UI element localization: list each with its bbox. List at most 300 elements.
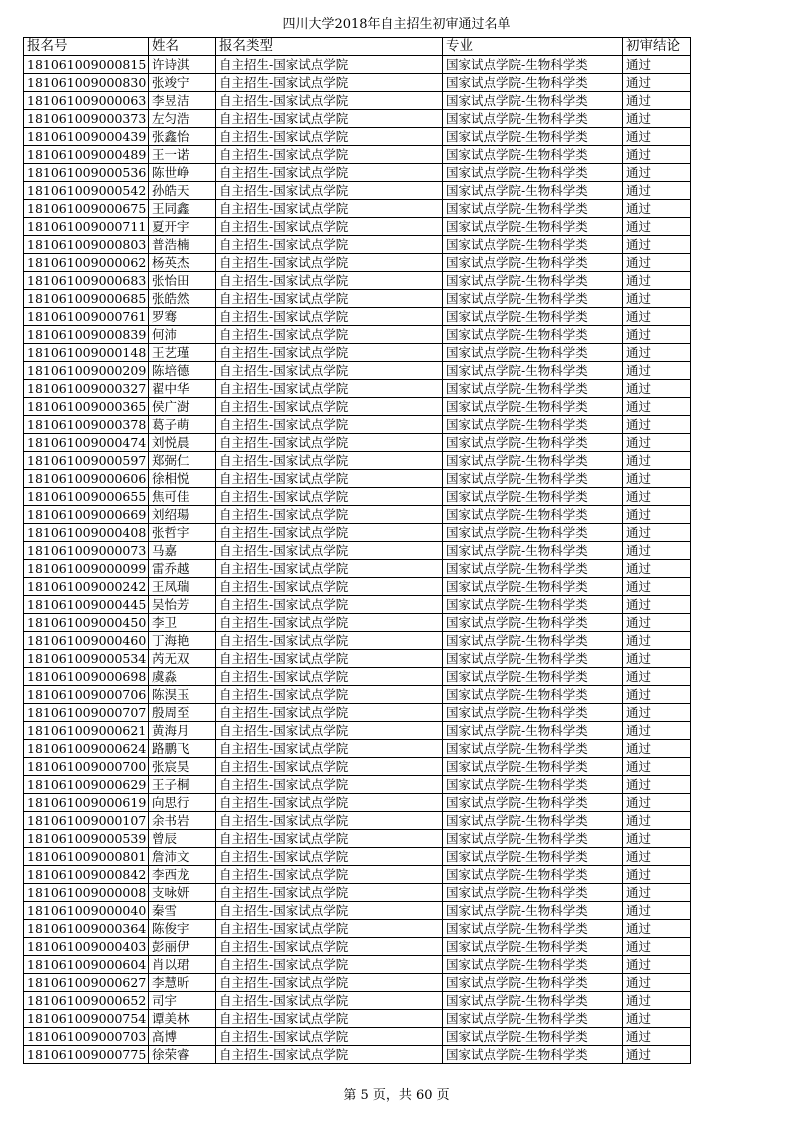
application-type-cell: 自主招生-国家试点学院 — [216, 110, 443, 128]
review-result-cell: 通过 — [623, 992, 691, 1010]
student-name-cell: 张皓然 — [149, 290, 216, 308]
registration-number-cell: 181061009000624 — [24, 740, 149, 758]
registration-number-cell: 181061009000534 — [24, 650, 149, 668]
application-type-cell: 自主招生-国家试点学院 — [216, 938, 443, 956]
major-cell: 国家试点学院-生物科学类 — [443, 452, 623, 470]
student-name-cell: 葛子萌 — [149, 416, 216, 434]
registration-number-cell: 181061009000439 — [24, 128, 149, 146]
review-result-cell: 通过 — [623, 74, 691, 92]
registration-number-cell: 181061009000539 — [24, 830, 149, 848]
application-type-cell: 自主招生-国家试点学院 — [216, 992, 443, 1010]
table-row — [24, 794, 691, 812]
registration-number-cell: 181061009000099 — [24, 560, 149, 578]
major-cell: 国家试点学院-生物科学类 — [443, 830, 623, 848]
review-result-cell: 通过 — [623, 794, 691, 812]
major-cell: 国家试点学院-生物科学类 — [443, 1028, 623, 1046]
registration-number-cell: 181061009000373 — [24, 110, 149, 128]
major-cell: 国家试点学院-生物科学类 — [443, 434, 623, 452]
registration-number-cell: 181061009000830 — [24, 74, 149, 92]
student-name-cell: 李慧昕 — [149, 974, 216, 992]
table-row — [24, 1046, 691, 1064]
table-row — [24, 326, 691, 344]
student-name-cell: 李西龙 — [149, 866, 216, 884]
registration-number-cell: 181061009000242 — [24, 578, 149, 596]
student-name-cell: 司宇 — [149, 992, 216, 1010]
registration-number-cell: 181061009000627 — [24, 974, 149, 992]
application-type-cell: 自主招生-国家试点学院 — [216, 254, 443, 272]
student-name-cell: 吴怡芳 — [149, 596, 216, 614]
major-cell: 国家试点学院-生物科学类 — [443, 344, 623, 362]
table-row — [24, 560, 691, 578]
application-type-cell: 自主招生-国家试点学院 — [216, 164, 443, 182]
review-result-cell: 通过 — [623, 146, 691, 164]
student-name-cell: 丁海艳 — [149, 632, 216, 650]
major-cell: 国家试点学院-生物科学类 — [443, 758, 623, 776]
major-cell: 国家试点学院-生物科学类 — [443, 560, 623, 578]
major-cell: 国家试点学院-生物科学类 — [443, 848, 623, 866]
table-row — [24, 308, 691, 326]
review-result-cell: 通过 — [623, 182, 691, 200]
table-row — [24, 74, 691, 92]
major-cell: 国家试点学院-生物科学类 — [443, 812, 623, 830]
student-name-cell: 孙皓天 — [149, 182, 216, 200]
major-cell: 国家试点学院-生物科学类 — [443, 578, 623, 596]
student-name-cell: 李卫 — [149, 614, 216, 632]
registration-number-cell: 181061009000062 — [24, 254, 149, 272]
application-type-cell: 自主招生-国家试点学院 — [216, 596, 443, 614]
major-cell: 国家试点学院-生物科学类 — [443, 1046, 623, 1064]
page-title: 四川大学2018年自主招生初审通过名单 — [282, 17, 511, 32]
review-result-cell: 通过 — [623, 614, 691, 632]
review-result-cell: 通过 — [623, 506, 691, 524]
review-result-cell: 通过 — [623, 884, 691, 902]
table-row — [24, 452, 691, 470]
review-result-cell: 通过 — [623, 632, 691, 650]
major-cell: 国家试点学院-生物科学类 — [443, 488, 623, 506]
registration-number-cell: 181061009000803 — [24, 236, 149, 254]
table-row — [24, 776, 691, 794]
student-name-cell: 徐荣睿 — [149, 1046, 216, 1064]
registration-number-cell: 181061009000403 — [24, 938, 149, 956]
application-type-cell: 自主招生-国家试点学院 — [216, 830, 443, 848]
major-cell: 国家试点学院-生物科学类 — [443, 542, 623, 560]
major-cell: 国家试点学院-生物科学类 — [443, 110, 623, 128]
review-result-cell: 通过 — [623, 920, 691, 938]
table-row — [24, 830, 691, 848]
major-cell: 国家试点学院-生物科学类 — [443, 686, 623, 704]
student-name-cell: 陈培德 — [149, 362, 216, 380]
major-cell: 国家试点学院-生物科学类 — [443, 668, 623, 686]
table-row — [24, 344, 691, 362]
application-type-cell: 自主招生-国家试点学院 — [216, 470, 443, 488]
table-row — [24, 614, 691, 632]
major-cell: 国家试点学院-生物科学类 — [443, 722, 623, 740]
review-result-cell: 通过 — [623, 92, 691, 110]
student-name-cell: 左匀浩 — [149, 110, 216, 128]
registration-number-cell: 181061009000040 — [24, 902, 149, 920]
registration-number-cell: 181061009000489 — [24, 146, 149, 164]
table-body — [24, 56, 691, 1064]
registration-number-cell: 181061009000107 — [24, 812, 149, 830]
review-result-cell: 通过 — [623, 650, 691, 668]
registration-number-cell: 181061009000445 — [24, 596, 149, 614]
student-name-cell: 何沛 — [149, 326, 216, 344]
application-type-cell: 自主招生-国家试点学院 — [216, 1046, 443, 1064]
review-result-cell: 通过 — [623, 722, 691, 740]
registration-number-cell: 181061009000209 — [24, 362, 149, 380]
application-type-cell: 自主招生-国家试点学院 — [216, 362, 443, 380]
major-cell: 国家试点学院-生物科学类 — [443, 974, 623, 992]
student-name-cell: 谭美林 — [149, 1010, 216, 1028]
table-row — [24, 686, 691, 704]
application-type-cell: 自主招生-国家试点学院 — [216, 218, 443, 236]
registration-number-cell: 181061009000698 — [24, 668, 149, 686]
student-name-cell: 王一诺 — [149, 146, 216, 164]
student-name-cell: 虞淼 — [149, 668, 216, 686]
application-type-cell: 自主招生-国家试点学院 — [216, 956, 443, 974]
table-row — [24, 1010, 691, 1028]
application-type-cell: 自主招生-国家试点学院 — [216, 974, 443, 992]
table-row — [24, 758, 691, 776]
review-result-cell: 通过 — [623, 380, 691, 398]
student-name-cell: 曾辰 — [149, 830, 216, 848]
student-name-cell: 向思行 — [149, 794, 216, 812]
student-name-cell: 马嘉 — [149, 542, 216, 560]
registration-number-cell: 181061009000619 — [24, 794, 149, 812]
table-row — [24, 578, 691, 596]
table-row — [24, 704, 691, 722]
major-cell: 国家试点学院-生物科学类 — [443, 290, 623, 308]
table-row — [24, 956, 691, 974]
major-cell: 国家试点学院-生物科学类 — [443, 596, 623, 614]
review-result-cell: 通过 — [623, 902, 691, 920]
table-row — [24, 884, 691, 902]
review-result-cell: 通过 — [623, 326, 691, 344]
major-cell: 国家试点学院-生物科学类 — [443, 650, 623, 668]
review-result-cell: 通过 — [623, 416, 691, 434]
application-type-cell: 自主招生-国家试点学院 — [216, 902, 443, 920]
table-row — [24, 866, 691, 884]
student-name-cell: 翟中华 — [149, 380, 216, 398]
application-type-cell: 自主招生-国家试点学院 — [216, 272, 443, 290]
review-result-cell: 通过 — [623, 560, 691, 578]
application-type-cell: 自主招生-国家试点学院 — [216, 758, 443, 776]
review-result-cell: 通过 — [623, 56, 691, 74]
student-name-cell: 郑弼仁 — [149, 452, 216, 470]
registration-number-cell: 181061009000700 — [24, 758, 149, 776]
major-cell: 国家试点学院-生物科学类 — [443, 740, 623, 758]
table-row — [24, 740, 691, 758]
review-result-cell: 通过 — [623, 236, 691, 254]
table-row — [24, 416, 691, 434]
student-name-cell: 张竣宁 — [149, 74, 216, 92]
student-name-cell: 侯广澍 — [149, 398, 216, 416]
registration-number-cell: 181061009000703 — [24, 1028, 149, 1046]
major-cell: 国家试点学院-生物科学类 — [443, 794, 623, 812]
application-type-cell: 自主招生-国家试点学院 — [216, 740, 443, 758]
major-cell: 国家试点学院-生物科学类 — [443, 200, 623, 218]
application-type-cell: 自主招生-国家试点学院 — [216, 632, 443, 650]
table-row — [24, 92, 691, 110]
review-result-cell: 通过 — [623, 668, 691, 686]
major-cell: 国家试点学院-生物科学类 — [443, 128, 623, 146]
student-name-cell: 李昱洁 — [149, 92, 216, 110]
table-row — [24, 290, 691, 308]
table-row — [24, 128, 691, 146]
student-name-cell: 雷乔越 — [149, 560, 216, 578]
table-row — [24, 56, 691, 74]
table-row — [24, 722, 691, 740]
major-cell: 国家试点学院-生物科学类 — [443, 164, 623, 182]
major-cell: 国家试点学院-生物科学类 — [443, 524, 623, 542]
review-result-cell: 通过 — [623, 974, 691, 992]
student-name-cell: 焦可佳 — [149, 488, 216, 506]
student-name-cell: 杨英杰 — [149, 254, 216, 272]
registration-number-cell: 181061009000775 — [24, 1046, 149, 1064]
major-cell: 国家试点学院-生物科学类 — [443, 884, 623, 902]
table-row — [24, 182, 691, 200]
registration-number-cell: 181061009000474 — [24, 434, 149, 452]
application-type-cell: 自主招生-国家试点学院 — [216, 686, 443, 704]
student-name-cell: 陈俊宇 — [149, 920, 216, 938]
student-name-cell: 路鹏飞 — [149, 740, 216, 758]
major-cell: 国家试点学院-生物科学类 — [443, 506, 623, 524]
application-type-cell: 自主招生-国家试点学院 — [216, 290, 443, 308]
review-result-cell: 通过 — [623, 290, 691, 308]
major-cell: 国家试点学院-生物科学类 — [443, 992, 623, 1010]
application-type-cell: 自主招生-国家试点学院 — [216, 722, 443, 740]
review-result-cell: 通过 — [623, 488, 691, 506]
table-row — [24, 488, 691, 506]
review-result-cell: 通过 — [623, 812, 691, 830]
student-name-cell: 陈淏玉 — [149, 686, 216, 704]
application-type-cell: 自主招生-国家试点学院 — [216, 848, 443, 866]
review-result-cell: 通过 — [623, 272, 691, 290]
table-row — [24, 218, 691, 236]
review-result-cell: 通过 — [623, 578, 691, 596]
table-row — [24, 668, 691, 686]
review-result-cell: 通过 — [623, 524, 691, 542]
major-cell: 国家试点学院-生物科学类 — [443, 938, 623, 956]
application-type-cell: 自主招生-国家试点学院 — [216, 434, 443, 452]
major-cell: 国家试点学院-生物科学类 — [443, 272, 623, 290]
header-major: 专业 — [443, 38, 623, 56]
review-result-cell: 通过 — [623, 956, 691, 974]
student-name-cell: 刘悦晨 — [149, 434, 216, 452]
application-type-cell: 自主招生-国家试点学院 — [216, 866, 443, 884]
header-name: 姓名 — [149, 38, 216, 56]
registration-number-cell: 181061009000008 — [24, 884, 149, 902]
student-name-cell: 彭丽伊 — [149, 938, 216, 956]
major-cell: 国家试点学院-生物科学类 — [443, 308, 623, 326]
registration-number-cell: 181061009000460 — [24, 632, 149, 650]
table-row — [24, 110, 691, 128]
major-cell: 国家试点学院-生物科学类 — [443, 398, 623, 416]
major-cell: 国家试点学院-生物科学类 — [443, 470, 623, 488]
registration-number-cell: 181061009000706 — [24, 686, 149, 704]
application-type-cell: 自主招生-国家试点学院 — [216, 1028, 443, 1046]
review-result-cell: 通过 — [623, 938, 691, 956]
table-header-row — [24, 38, 691, 56]
table-row — [24, 254, 691, 272]
application-type-cell: 自主招生-国家试点学院 — [216, 776, 443, 794]
table-row — [24, 434, 691, 452]
review-result-cell: 通过 — [623, 128, 691, 146]
registration-number-cell: 181061009000801 — [24, 848, 149, 866]
registration-number-cell: 181061009000606 — [24, 470, 149, 488]
table-row — [24, 596, 691, 614]
application-type-cell: 自主招生-国家试点学院 — [216, 650, 443, 668]
table-row — [24, 1028, 691, 1046]
student-name-cell: 王凤瑞 — [149, 578, 216, 596]
table-row — [24, 902, 691, 920]
table-row — [24, 146, 691, 164]
application-type-cell: 自主招生-国家试点学院 — [216, 344, 443, 362]
registration-number-cell: 181061009000815 — [24, 56, 149, 74]
student-name-cell: 肖以珺 — [149, 956, 216, 974]
major-cell: 国家试点学院-生物科学类 — [443, 902, 623, 920]
table-row — [24, 164, 691, 182]
application-type-cell: 自主招生-国家试点学院 — [216, 416, 443, 434]
registration-number-cell: 181061009000629 — [24, 776, 149, 794]
major-cell: 国家试点学院-生物科学类 — [443, 182, 623, 200]
registration-number-cell: 181061009000073 — [24, 542, 149, 560]
registration-number-cell: 181061009000408 — [24, 524, 149, 542]
registration-number-cell: 181061009000842 — [24, 866, 149, 884]
application-type-cell: 自主招生-国家试点学院 — [216, 884, 443, 902]
review-result-cell: 通过 — [623, 470, 691, 488]
registration-number-cell: 181061009000683 — [24, 272, 149, 290]
application-type-cell: 自主招生-国家试点学院 — [216, 704, 443, 722]
review-result-cell: 通过 — [623, 686, 691, 704]
review-result-cell: 通过 — [623, 254, 691, 272]
application-type-cell: 自主招生-国家试点学院 — [216, 128, 443, 146]
registration-number-cell: 181061009000063 — [24, 92, 149, 110]
review-result-cell: 通过 — [623, 308, 691, 326]
student-name-cell: 芮无双 — [149, 650, 216, 668]
application-type-cell: 自主招生-国家试点学院 — [216, 308, 443, 326]
major-cell: 国家试点学院-生物科学类 — [443, 920, 623, 938]
application-type-cell: 自主招生-国家试点学院 — [216, 56, 443, 74]
registration-number-cell: 181061009000327 — [24, 380, 149, 398]
major-cell: 国家试点学院-生物科学类 — [443, 704, 623, 722]
application-type-cell: 自主招生-国家试点学院 — [216, 524, 443, 542]
table-row — [24, 524, 691, 542]
student-name-cell: 王同鑫 — [149, 200, 216, 218]
major-cell: 国家试点学院-生物科学类 — [443, 92, 623, 110]
review-result-cell: 通过 — [623, 362, 691, 380]
student-name-cell: 张鑫怡 — [149, 128, 216, 146]
major-cell: 国家试点学院-生物科学类 — [443, 56, 623, 74]
registration-number-cell: 181061009000669 — [24, 506, 149, 524]
major-cell: 国家试点学院-生物科学类 — [443, 1010, 623, 1028]
registration-number-cell: 181061009000711 — [24, 218, 149, 236]
table-row — [24, 632, 691, 650]
review-result-cell: 通过 — [623, 218, 691, 236]
application-type-cell: 自主招生-国家试点学院 — [216, 506, 443, 524]
student-name-cell: 秦雪 — [149, 902, 216, 920]
table-row — [24, 848, 691, 866]
registration-number-cell: 181061009000148 — [24, 344, 149, 362]
application-type-cell: 自主招生-国家试点学院 — [216, 542, 443, 560]
major-cell: 国家试点学院-生物科学类 — [443, 416, 623, 434]
major-cell: 国家试点学院-生物科学类 — [443, 362, 623, 380]
review-result-cell: 通过 — [623, 740, 691, 758]
header-review-result: 初审结论 — [623, 38, 691, 56]
major-cell: 国家试点学院-生物科学类 — [443, 956, 623, 974]
registration-number-cell: 181061009000604 — [24, 956, 149, 974]
registration-number-cell: 181061009000536 — [24, 164, 149, 182]
registration-number-cell: 181061009000685 — [24, 290, 149, 308]
registration-number-cell: 181061009000675 — [24, 200, 149, 218]
major-cell: 国家试点学院-生物科学类 — [443, 632, 623, 650]
application-type-cell: 自主招生-国家试点学院 — [216, 200, 443, 218]
major-cell: 国家试点学院-生物科学类 — [443, 74, 623, 92]
student-name-cell: 夏开宇 — [149, 218, 216, 236]
major-cell: 国家试点学院-生物科学类 — [443, 236, 623, 254]
registration-number-cell: 181061009000542 — [24, 182, 149, 200]
table-row — [24, 812, 691, 830]
application-type-cell: 自主招生-国家试点学院 — [216, 578, 443, 596]
admission-table — [23, 37, 691, 1064]
review-result-cell: 通过 — [623, 434, 691, 452]
registration-number-cell: 181061009000655 — [24, 488, 149, 506]
registration-number-cell: 181061009000364 — [24, 920, 149, 938]
table-row — [24, 920, 691, 938]
application-type-cell: 自主招生-国家试点学院 — [216, 326, 443, 344]
application-type-cell: 自主招生-国家试点学院 — [216, 812, 443, 830]
major-cell: 国家试点学院-生物科学类 — [443, 776, 623, 794]
review-result-cell: 通过 — [623, 1010, 691, 1028]
application-type-cell: 自主招生-国家试点学院 — [216, 398, 443, 416]
review-result-cell: 通过 — [623, 830, 691, 848]
registration-number-cell: 181061009000839 — [24, 326, 149, 344]
student-name-cell: 许诗淇 — [149, 56, 216, 74]
registration-number-cell: 181061009000621 — [24, 722, 149, 740]
application-type-cell: 自主招生-国家试点学院 — [216, 560, 443, 578]
table-row — [24, 542, 691, 560]
registration-number-cell: 181061009000761 — [24, 308, 149, 326]
registration-number-cell: 181061009000597 — [24, 452, 149, 470]
student-name-cell: 高博 — [149, 1028, 216, 1046]
review-result-cell: 通过 — [623, 110, 691, 128]
table-row — [24, 380, 691, 398]
application-type-cell: 自主招生-国家试点学院 — [216, 74, 443, 92]
table-row — [24, 236, 691, 254]
table-row — [24, 470, 691, 488]
review-result-cell: 通过 — [623, 848, 691, 866]
application-type-cell: 自主招生-国家试点学院 — [216, 146, 443, 164]
table-row — [24, 506, 691, 524]
review-result-cell: 通过 — [623, 596, 691, 614]
page-footer: 第 5 页，共 60 页 — [343, 1088, 450, 1103]
table-row — [24, 398, 691, 416]
major-cell: 国家试点学院-生物科学类 — [443, 254, 623, 272]
student-name-cell: 普浩楠 — [149, 236, 216, 254]
major-cell: 国家试点学院-生物科学类 — [443, 380, 623, 398]
application-type-cell: 自主招生-国家试点学院 — [216, 236, 443, 254]
registration-number-cell: 181061009000365 — [24, 398, 149, 416]
major-cell: 国家试点学院-生物科学类 — [443, 866, 623, 884]
table-row — [24, 992, 691, 1010]
major-cell: 国家试点学院-生物科学类 — [443, 218, 623, 236]
review-result-cell: 通过 — [623, 200, 691, 218]
major-cell: 国家试点学院-生物科学类 — [443, 146, 623, 164]
application-type-cell: 自主招生-国家试点学院 — [216, 182, 443, 200]
review-result-cell: 通过 — [623, 758, 691, 776]
review-result-cell: 通过 — [623, 1028, 691, 1046]
table-row — [24, 974, 691, 992]
